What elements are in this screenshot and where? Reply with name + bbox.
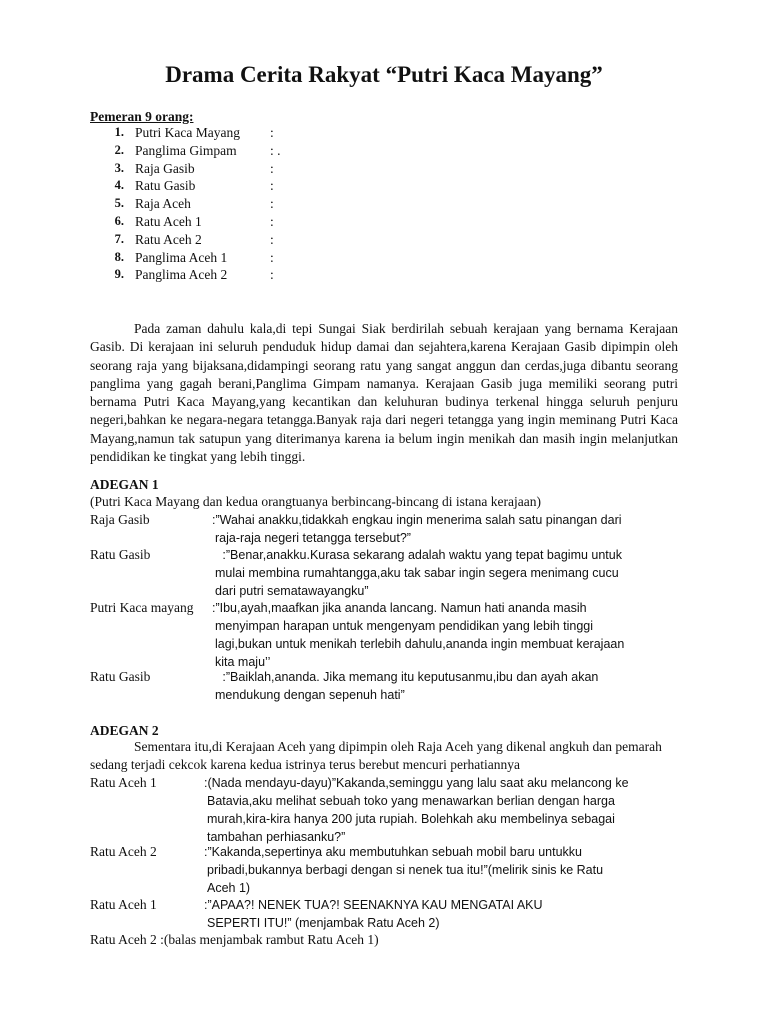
dialogue-text: :”Kakanda,sepertinya aku membutuhkan sebuah mobil baru untukku [204,845,583,859]
scene-heading: ADEGAN 1 [90,477,159,492]
speaker-name: Ratu Aceh 2 [90,844,157,859]
list-number: 8. [114,249,124,264]
dialogue-text: murah,kira-kira hanya 200 juta rupiah. Bolehkah aku membelinya sebagai [207,812,615,826]
list-number: 7. [114,231,124,246]
narration-paragraph: Pada zaman dahulu kala,di tepi Sungai Siak berdirilah sebuah kerajaan yang bernama Kerajaan Gasib. Di kerajaan ini seluruh penduduk hidup damai dan sejahtera,karena Kerajaan Gasib dipimpin oleh seorang raja yang bijaksana,didampingi seorang ratu yang sangat anggun dan cerdas,juga dibantu seorang panglima yang gagah berani,Panglima Gimpam namanya. Kerajaan Gasib juga memiliki seorang putri bernama Putri Kaca Mayang,yang kecantikan dan keluhuran budinya terkenal hingga seluruh penjuru negeri,bahkan ke negara-negara tetangga.Banyak raja dari negeri tetangga yang ingin meminang Putri Kaca Mayang,namun tak satupun yang diterimanya karena ia belum ingin menikah dan masih ingin melanjutkan pendidikan ke tingkat yang lebih tinggi. [90,321,678,465]
cast-name: Panglima Aceh 1 [135,249,228,265]
list-number: 4. [114,178,124,193]
dialogue-text: :”Benar,anakku.Kurasa sekarang adalah waktu yang tepat bagimu untuk [212,548,622,562]
speaker-name: Ratu Gasib [90,669,151,684]
cast-name: Ratu Aceh 2 [135,231,202,247]
scene-heading: ADEGAN 2 [90,723,159,738]
cast-heading: Pemeran 9 orang: [90,109,194,124]
cast-separator: : [270,178,274,194]
dialogue-text: Batavia,aku melihat sebuah toko yang menawarkan berlian dengan harga [207,794,615,808]
cast-separator: : [270,196,274,212]
speaker-name: Ratu Aceh 1 [90,897,157,912]
dialogue-text: menyimpan harapan untuk mengenyam pendidikan yang lebih tinggi [215,619,594,633]
dialogue-text: raja-raja negeri tetangga tersebut?” [215,531,411,545]
dialogue-text: Aceh 1) [207,881,251,895]
dialogue-text: :(Nada mendayu-dayu)”Kakanda,seminggu yang lalu saat aku melancong ke [204,776,629,790]
cast-separator: : [270,231,274,247]
cast-separator: : [270,213,274,229]
dialogue-text: lagi,bukan untuk menikah terlebih dahulu,ananda ingin membuat kerajaan [215,637,625,651]
list-number: 2. [114,142,124,157]
scene-intro: Sementara itu,di Kerajaan Aceh yang dipimpin oleh Raja Aceh yang dikenal angkuh dan pemarah sedang terjadi cekcok karena kedua istrinya terus berebut mencuri perhatiannya [90,739,662,772]
speaker-name: Putri Kaca mayang [90,600,194,615]
dialogue-text: :”Baiklah,ananda. Jika memang itu keputusanmu,ibu dan ayah akan [212,670,599,684]
list-number: 3. [114,160,124,175]
dialogue-text: :”Wahai anakku,tidakkah engkau ingin menerima salah satu pinangan dari [212,513,622,527]
dialogue-text: pribadi,bukannya berbagi dengan si nenek tua itu!”(melirik sinis ke Ratu [207,863,604,877]
cast-name: Raja Gasib [135,160,195,176]
list-number: 5. [114,196,124,211]
cast-name: Panglima Aceh 2 [135,267,228,283]
cast-name: Raja Aceh [135,196,191,212]
cast-name: Ratu Aceh 1 [135,213,202,229]
page-title: Drama Cerita Rakyat “Putri Kaca Mayang” [165,62,603,87]
speaker-name: Raja Gasib [90,512,150,527]
dialogue-text: kita maju’’ [215,655,271,669]
cast-separator: : . [270,142,281,158]
dialogue-text: SEPERTI ITU!” (menjambak Ratu Aceh 2) [207,916,440,930]
cast-name: Ratu Gasib [135,178,196,194]
cast-separator: : [270,125,274,140]
stage-direction: (Putri Kaca Mayang dan kedua orangtuanya berbincang-bincang di istana kerajaan) [90,494,541,509]
dialogue-text: :”APAA?! NENEK TUA?! SEENAKNYA KAU MENGATAI AKU [204,898,543,912]
dialogue-line: Ratu Aceh 2 :(balas menjambak rambut Ratu Aceh 1) [90,932,379,947]
list-number: 9. [114,267,124,282]
cast-separator: : [270,267,274,283]
dialogue-text: :”Ibu,ayah,maafkan jika ananda lancang. Namun hati ananda masih [212,601,587,615]
dialogue-text: mulai membina rumahtangga,aku tak sabar ingin segera menimang cucu [215,566,619,580]
dialogue-text: dari putri sematawayangku” [215,584,369,598]
dialogue-text: mendukung dengan sepenuh hati” [215,688,405,702]
cast-separator: : [270,160,274,176]
list-number: 1. [114,125,124,139]
dialogue-text: tambahan perhiasanku?” [207,830,346,844]
speaker-name: Ratu Aceh 1 [90,775,157,790]
cast-name: Panglima Gimpam [135,142,237,158]
speaker-name: Ratu Gasib [90,547,151,562]
cast-separator: : [270,249,274,265]
list-number: 6. [114,213,124,228]
cast-name: Putri Kaca Mayang [135,125,240,140]
